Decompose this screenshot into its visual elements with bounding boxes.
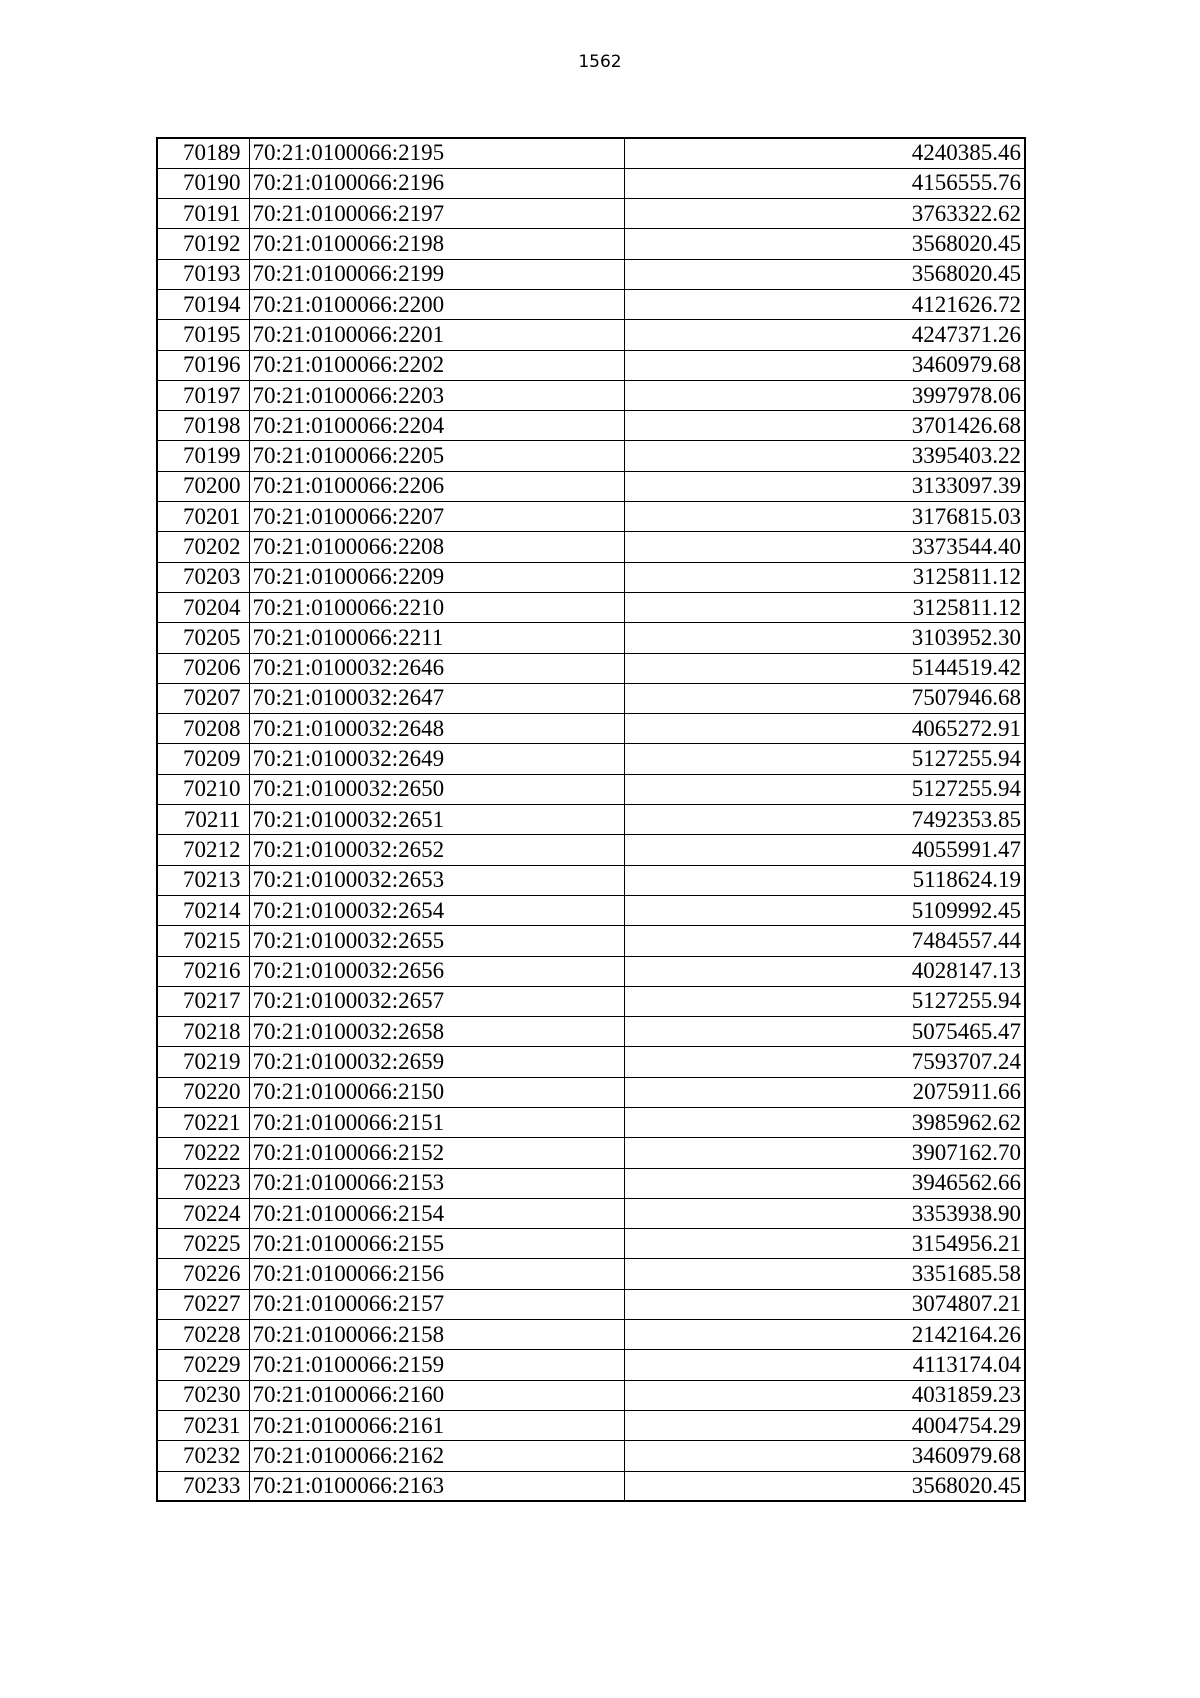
cadastral-value-cell: 3176815.03 (624, 502, 1025, 532)
table-row (157, 805, 1025, 835)
cadastral-value-cell: 7507946.68 (624, 683, 1025, 713)
cadastral-number-cell: 70:21:0100066:2211 (249, 623, 624, 653)
cadastral-value-cell: 3985962.62 (624, 1108, 1025, 1138)
row-number-cell: 70200 (157, 471, 249, 501)
cadastral-value-cell: 3997978.06 (624, 380, 1025, 410)
table-row (157, 411, 1025, 441)
table-row (157, 532, 1025, 562)
cadastral-number-cell: 70:21:0100066:2163 (249, 1471, 624, 1501)
cadastral-value-cell: 5144519.42 (624, 653, 1025, 683)
cadastral-value-cell: 4113174.04 (624, 1350, 1025, 1380)
cadastral-number-cell: 70:21:0100066:2204 (249, 411, 624, 441)
cadastral-value-cell: 4156555.76 (624, 168, 1025, 198)
table-row (157, 592, 1025, 622)
cadastral-number-cell: 70:21:0100032:2655 (249, 926, 624, 956)
row-number-cell: 70233 (157, 1471, 249, 1501)
row-number-cell: 70193 (157, 259, 249, 289)
row-number-cell: 70226 (157, 1259, 249, 1289)
table-body (157, 138, 1025, 1501)
cadastral-number-cell: 70:21:0100066:2154 (249, 1198, 624, 1228)
cadastral-value-cell: 4240385.46 (624, 138, 1025, 168)
cadastral-value-cell: 2142164.26 (624, 1320, 1025, 1350)
table-row (157, 1017, 1025, 1047)
table-row (157, 744, 1025, 774)
row-number-cell: 70216 (157, 956, 249, 986)
cadastral-value-cell: 4004754.29 (624, 1410, 1025, 1440)
table-row (157, 1077, 1025, 1107)
row-number-cell: 70206 (157, 653, 249, 683)
cadastral-number-cell: 70:21:0100066:2155 (249, 1229, 624, 1259)
cadastral-number-cell: 70:21:0100066:2210 (249, 592, 624, 622)
cadastral-number-cell: 70:21:0100066:2201 (249, 320, 624, 350)
cadastral-number-cell: 70:21:0100066:2197 (249, 199, 624, 229)
cadastral-value-cell: 3103952.30 (624, 623, 1025, 653)
cadastral-number-cell: 70:21:0100066:2198 (249, 229, 624, 259)
cadastral-value-cell: 5075465.47 (624, 1017, 1025, 1047)
cadastral-number-cell: 70:21:0100066:2162 (249, 1441, 624, 1471)
cadastral-value-cell: 5127255.94 (624, 986, 1025, 1016)
cadastral-value-cell: 3763322.62 (624, 199, 1025, 229)
row-number-cell: 70219 (157, 1047, 249, 1077)
table-row (157, 683, 1025, 713)
cadastral-value-cell: 2075911.66 (624, 1077, 1025, 1107)
cadastral-number-cell: 70:21:0100066:2205 (249, 441, 624, 471)
table-row (157, 350, 1025, 380)
cadastral-value-cell: 4028147.13 (624, 956, 1025, 986)
row-number-cell: 70218 (157, 1017, 249, 1047)
table-row (157, 1259, 1025, 1289)
table-row (157, 138, 1025, 168)
table-row (157, 289, 1025, 319)
row-number-cell: 70191 (157, 199, 249, 229)
cadastral-number-cell: 70:21:0100032:2657 (249, 986, 624, 1016)
row-number-cell: 70194 (157, 289, 249, 319)
table-row (157, 471, 1025, 501)
cadastral-value-cell: 4247371.26 (624, 320, 1025, 350)
row-number-cell: 70211 (157, 805, 249, 835)
table-row (157, 1471, 1025, 1501)
cadastral-value-cell: 3351685.58 (624, 1259, 1025, 1289)
cadastral-number-cell: 70:21:0100032:2649 (249, 744, 624, 774)
row-number-cell: 70220 (157, 1077, 249, 1107)
cadastral-value-cell: 3460979.68 (624, 350, 1025, 380)
cadastral-value-cell: 7492353.85 (624, 805, 1025, 835)
cadastral-value-cell: 3568020.45 (624, 229, 1025, 259)
cadastral-value-cell: 3701426.68 (624, 411, 1025, 441)
row-number-cell: 70207 (157, 683, 249, 713)
table-row (157, 926, 1025, 956)
cadastral-number-cell: 70:21:0100066:2157 (249, 1289, 624, 1319)
cadastral-number-cell: 70:21:0100032:2653 (249, 865, 624, 895)
table-row (157, 1229, 1025, 1259)
row-number-cell: 70229 (157, 1350, 249, 1380)
row-number-cell: 70195 (157, 320, 249, 350)
table-row (157, 865, 1025, 895)
cadastral-number-cell: 70:21:0100032:2656 (249, 956, 624, 986)
row-number-cell: 70201 (157, 502, 249, 532)
row-number-cell: 70196 (157, 350, 249, 380)
cadastral-value-cell: 4121626.72 (624, 289, 1025, 319)
cadastral-value-cell: 4031859.23 (624, 1380, 1025, 1410)
table-row (157, 714, 1025, 744)
cadastral-number-cell: 70:21:0100066:2199 (249, 259, 624, 289)
row-number-cell: 70203 (157, 562, 249, 592)
cadastral-number-cell: 70:21:0100032:2659 (249, 1047, 624, 1077)
cadastral-value-cell: 3154956.21 (624, 1229, 1025, 1259)
row-number-cell: 70228 (157, 1320, 249, 1350)
row-number-cell: 70199 (157, 441, 249, 471)
cadastral-value-cell: 4065272.91 (624, 714, 1025, 744)
row-number-cell: 70205 (157, 623, 249, 653)
cadastral-number-cell: 70:21:0100066:2158 (249, 1320, 624, 1350)
table-row (157, 1320, 1025, 1350)
table-row (157, 1047, 1025, 1077)
row-number-cell: 70225 (157, 1229, 249, 1259)
row-number-cell: 70210 (157, 774, 249, 804)
table-row (157, 1380, 1025, 1410)
row-number-cell: 70232 (157, 1441, 249, 1471)
cadastral-value-cell: 5118624.19 (624, 865, 1025, 895)
row-number-cell: 70198 (157, 411, 249, 441)
cadastral-number-cell: 70:21:0100066:2156 (249, 1259, 624, 1289)
cadastral-number-cell: 70:21:0100066:2207 (249, 502, 624, 532)
table-row (157, 199, 1025, 229)
cadastral-number-cell: 70:21:0100032:2651 (249, 805, 624, 835)
cadastral-number-cell: 70:21:0100032:2652 (249, 835, 624, 865)
table-row (157, 1289, 1025, 1319)
cadastral-number-cell: 70:21:0100032:2647 (249, 683, 624, 713)
cadastral-number-cell: 70:21:0100032:2648 (249, 714, 624, 744)
cadastral-number-cell: 70:21:0100032:2650 (249, 774, 624, 804)
cadastral-number-cell: 70:21:0100066:2195 (249, 138, 624, 168)
table-row (157, 320, 1025, 350)
cadastral-number-cell: 70:21:0100066:2152 (249, 1138, 624, 1168)
cadastral-value-table (156, 137, 1026, 1502)
cadastral-value-cell: 3125811.12 (624, 592, 1025, 622)
table-row (157, 562, 1025, 592)
table-row (157, 502, 1025, 532)
table-row (157, 1441, 1025, 1471)
row-number-cell: 70217 (157, 986, 249, 1016)
table-row (157, 956, 1025, 986)
row-number-cell: 70231 (157, 1410, 249, 1440)
cadastral-number-cell: 70:21:0100066:2151 (249, 1108, 624, 1138)
cadastral-value-cell: 3395403.22 (624, 441, 1025, 471)
table-row (157, 259, 1025, 289)
cadastral-value-cell: 7593707.24 (624, 1047, 1025, 1077)
table-row (157, 1108, 1025, 1138)
cadastral-value-cell: 5127255.94 (624, 774, 1025, 804)
row-number-cell: 70227 (157, 1289, 249, 1319)
table-row (157, 774, 1025, 804)
cadastral-number-cell: 70:21:0100066:2202 (249, 350, 624, 380)
cadastral-number-cell: 70:21:0100066:2209 (249, 562, 624, 592)
row-number-cell: 70209 (157, 744, 249, 774)
cadastral-number-cell: 70:21:0100066:2206 (249, 471, 624, 501)
cadastral-number-cell: 70:21:0100066:2200 (249, 289, 624, 319)
table-row (157, 168, 1025, 198)
cadastral-value-cell: 7484557.44 (624, 926, 1025, 956)
row-number-cell: 70192 (157, 229, 249, 259)
row-number-cell: 70212 (157, 835, 249, 865)
table-row (157, 835, 1025, 865)
row-number-cell: 70197 (157, 380, 249, 410)
cadastral-number-cell: 70:21:0100032:2654 (249, 895, 624, 925)
cadastral-value-cell: 5109992.45 (624, 895, 1025, 925)
cadastral-number-cell: 70:21:0100032:2646 (249, 653, 624, 683)
row-number-cell: 70202 (157, 532, 249, 562)
cadastral-value-cell: 3568020.45 (624, 1471, 1025, 1501)
table-row (157, 986, 1025, 1016)
cadastral-value-cell: 5127255.94 (624, 744, 1025, 774)
row-number-cell: 70221 (157, 1108, 249, 1138)
row-number-cell: 70222 (157, 1138, 249, 1168)
table-row (157, 1198, 1025, 1228)
row-number-cell: 70190 (157, 168, 249, 198)
table-row (157, 895, 1025, 925)
cadastral-value-cell: 3907162.70 (624, 1138, 1025, 1168)
cadastral-number-cell: 70:21:0100066:2153 (249, 1168, 624, 1198)
row-number-cell: 70224 (157, 1198, 249, 1228)
table-row (157, 380, 1025, 410)
row-number-cell: 70223 (157, 1168, 249, 1198)
cadastral-number-cell: 70:21:0100066:2208 (249, 532, 624, 562)
cadastral-value-cell: 4055991.47 (624, 835, 1025, 865)
cadastral-number-cell: 70:21:0100066:2150 (249, 1077, 624, 1107)
row-number-cell: 70208 (157, 714, 249, 744)
cadastral-value-cell: 3133097.39 (624, 471, 1025, 501)
table-row (157, 653, 1025, 683)
cadastral-number-cell: 70:21:0100066:2160 (249, 1380, 624, 1410)
page-number: 1562 (578, 52, 622, 72)
cadastral-value-cell: 3460979.68 (624, 1441, 1025, 1471)
cadastral-value-cell: 3074807.21 (624, 1289, 1025, 1319)
cadastral-value-cell: 3353938.90 (624, 1198, 1025, 1228)
cadastral-value-cell: 3568020.45 (624, 259, 1025, 289)
row-number-cell: 70213 (157, 865, 249, 895)
row-number-cell: 70214 (157, 895, 249, 925)
cadastral-value-cell: 3373544.40 (624, 532, 1025, 562)
table-row (157, 1138, 1025, 1168)
row-number-cell: 70215 (157, 926, 249, 956)
table-row (157, 229, 1025, 259)
table-row (157, 1410, 1025, 1440)
row-number-cell: 70230 (157, 1380, 249, 1410)
cadastral-number-cell: 70:21:0100066:2159 (249, 1350, 624, 1380)
cadastral-value-cell: 3946562.66 (624, 1168, 1025, 1198)
table-row (157, 441, 1025, 471)
cadastral-number-cell: 70:21:0100066:2203 (249, 380, 624, 410)
cadastral-number-cell: 70:21:0100066:2196 (249, 168, 624, 198)
row-number-cell: 70204 (157, 592, 249, 622)
row-number-cell: 70189 (157, 138, 249, 168)
table-row (157, 623, 1025, 653)
cadastral-number-cell: 70:21:0100032:2658 (249, 1017, 624, 1047)
table-row (157, 1168, 1025, 1198)
cadastral-value-cell: 3125811.12 (624, 562, 1025, 592)
cadastral-number-cell: 70:21:0100066:2161 (249, 1410, 624, 1440)
table-row (157, 1350, 1025, 1380)
